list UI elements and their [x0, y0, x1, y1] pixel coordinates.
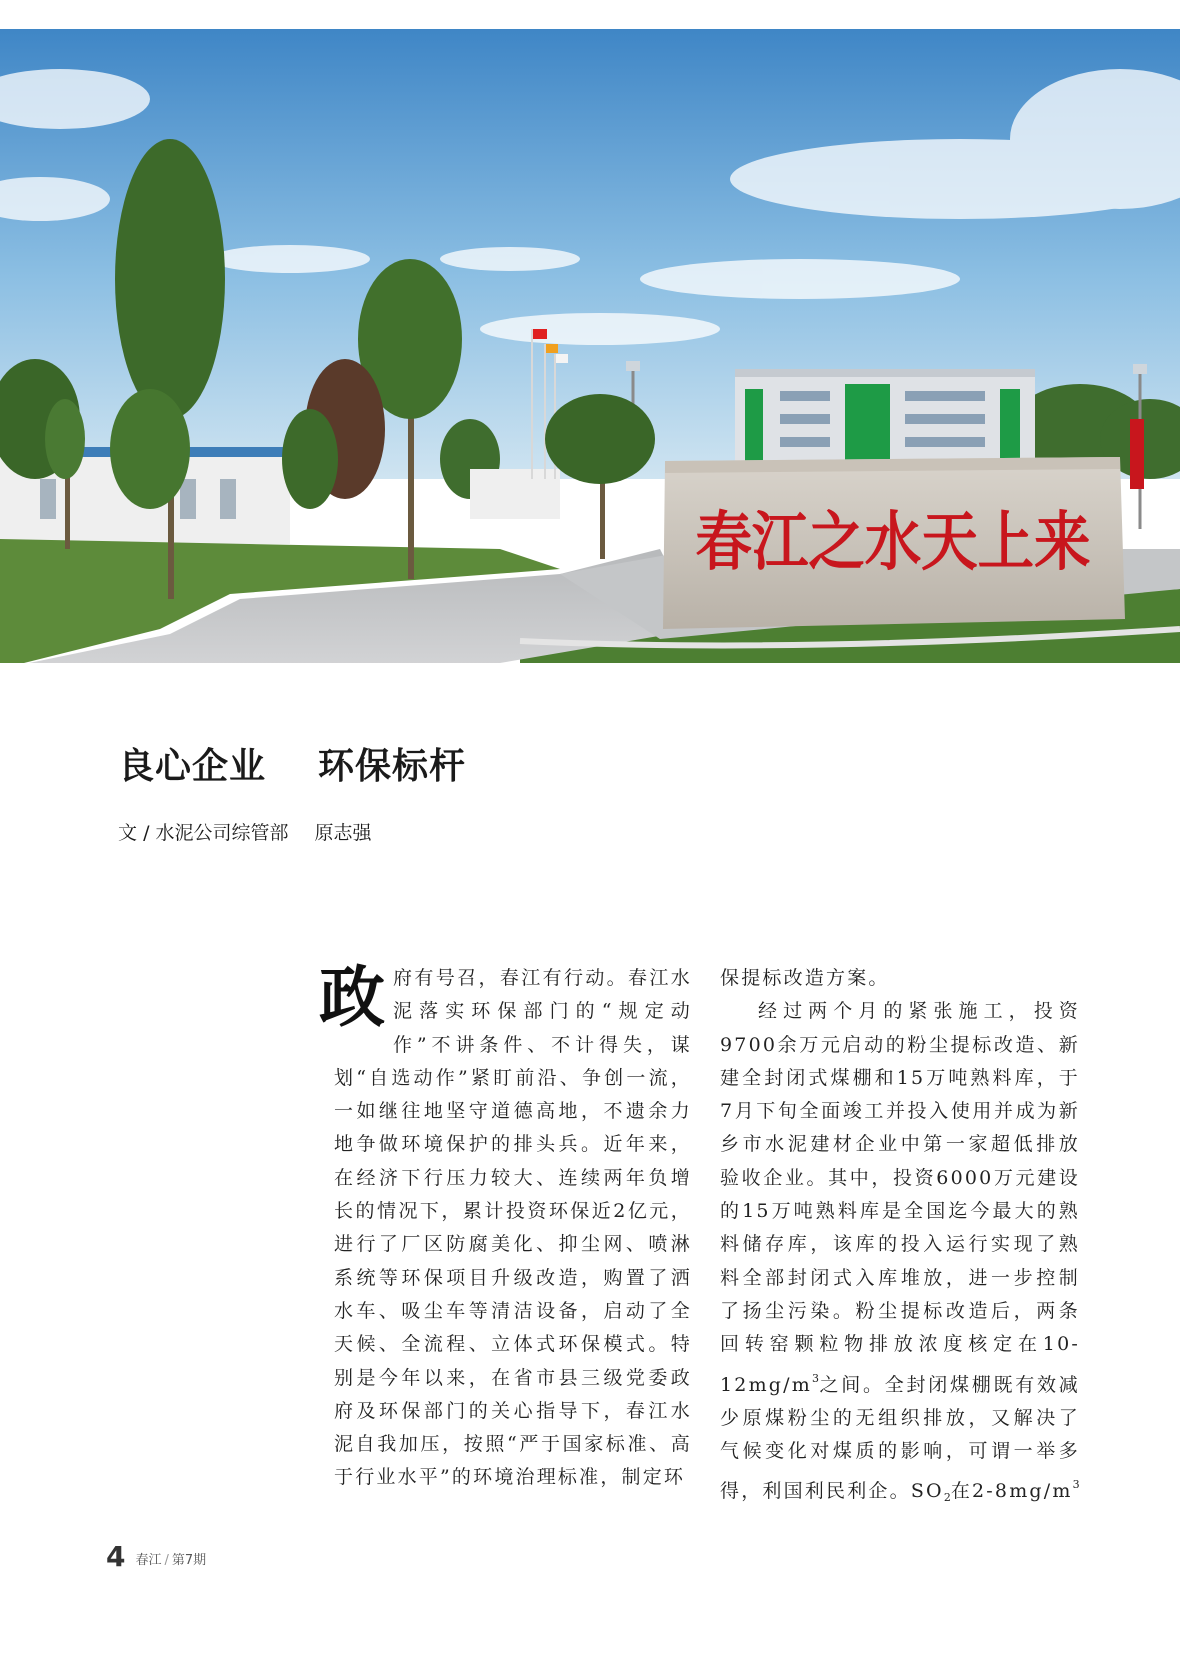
middle-building: [470, 469, 560, 519]
byline-prefix: 文: [118, 822, 138, 844]
paragraph-1-continued: 保提标改造方案。: [720, 967, 890, 989]
magazine-name: 春江: [135, 1553, 162, 1568]
body-column-left: [319, 958, 692, 1495]
stone-monument: [663, 457, 1125, 629]
issue-number: 第7期: [171, 1553, 207, 1568]
title-part-2: 环保标杆: [318, 745, 467, 787]
stone-inscription: 春江之水天上来: [695, 505, 1091, 580]
footer-separator: /: [164, 1553, 169, 1568]
paragraph-1-text: 府有号召，春江有行动。春江水泥落实环保部门的“规定动作”不讲条件、不计得失，谋划“自选动作”紧盯前沿、争创一流，一如继往地坚守道德高地，不遗余力地争做环境保护的排头兵。近年来，在经济下行压力较大、连续两年负增长的情况下，累计投资环保近2亿元，进行了厂区防腐美化、抑尘网、喷淋系统等环保项目升级改造，购置了洒水车、吸尘车等清洁设备，启动了全天候、全流程、立体式环保模式。特别是今年以来，在省市县三级党委政府及环保部门的关心指导下，春江水泥自我加压，按照“严于国家标准、高于行业水平”的环境治理标准，制定环: [334, 967, 692, 1489]
body-column-right: [720, 962, 1080, 1515]
unit-mg-m3: $mg/m^3$: [748, 1371, 819, 1396]
byline: [118, 818, 372, 845]
drop-cap: 政: [319, 958, 385, 1036]
title-part-1: 良心企业: [118, 745, 267, 787]
unit-mg-m3-2: $mg/m^3$: [1009, 1478, 1080, 1503]
article-title: [118, 738, 466, 789]
byline-department: 水泥公司综管部: [155, 822, 289, 844]
byline-slash: /: [143, 822, 150, 844]
hero-photo: [0, 29, 1180, 663]
page-number: 4: [106, 1540, 126, 1573]
paragraph-2-text: 经过两个月的紧张施工，投资9700余万元启动的粉尘提标改造、新建全封闭式煤棚和15万吨熟料库，于7月下旬全面竣工并投入使用并成为新乡市水泥建材企业中第一家超低排放验收企业。其中，投资6000万元建设的15万吨熟料库是全国迄今最大的熟料储存库，该库的投入运行实现了熟料全部封闭式入库堆放，进一步控制了扬尘污染。粉尘提标改造后，两条回转窑颗粒物排放浓度核定在10-12: [720, 1000, 1080, 1396]
paragraph-2: [720, 995, 1080, 1514]
paragraph-1: [319, 958, 692, 1495]
red-banner: [1130, 419, 1144, 489]
byline-author: 原志强: [314, 822, 372, 844]
so2-formula: $SO_2$: [910, 1480, 951, 1505]
page-footer: [106, 1540, 206, 1573]
paragraph-2-middle: 之间。全封闭煤棚既有效减少原煤粉尘的无组织排放，又解决了气候变化对煤质的影响，可谓一举多得，利国利民利企。: [720, 1373, 1080, 1503]
paragraph-2-tail: 在2-8: [950, 1480, 1010, 1503]
